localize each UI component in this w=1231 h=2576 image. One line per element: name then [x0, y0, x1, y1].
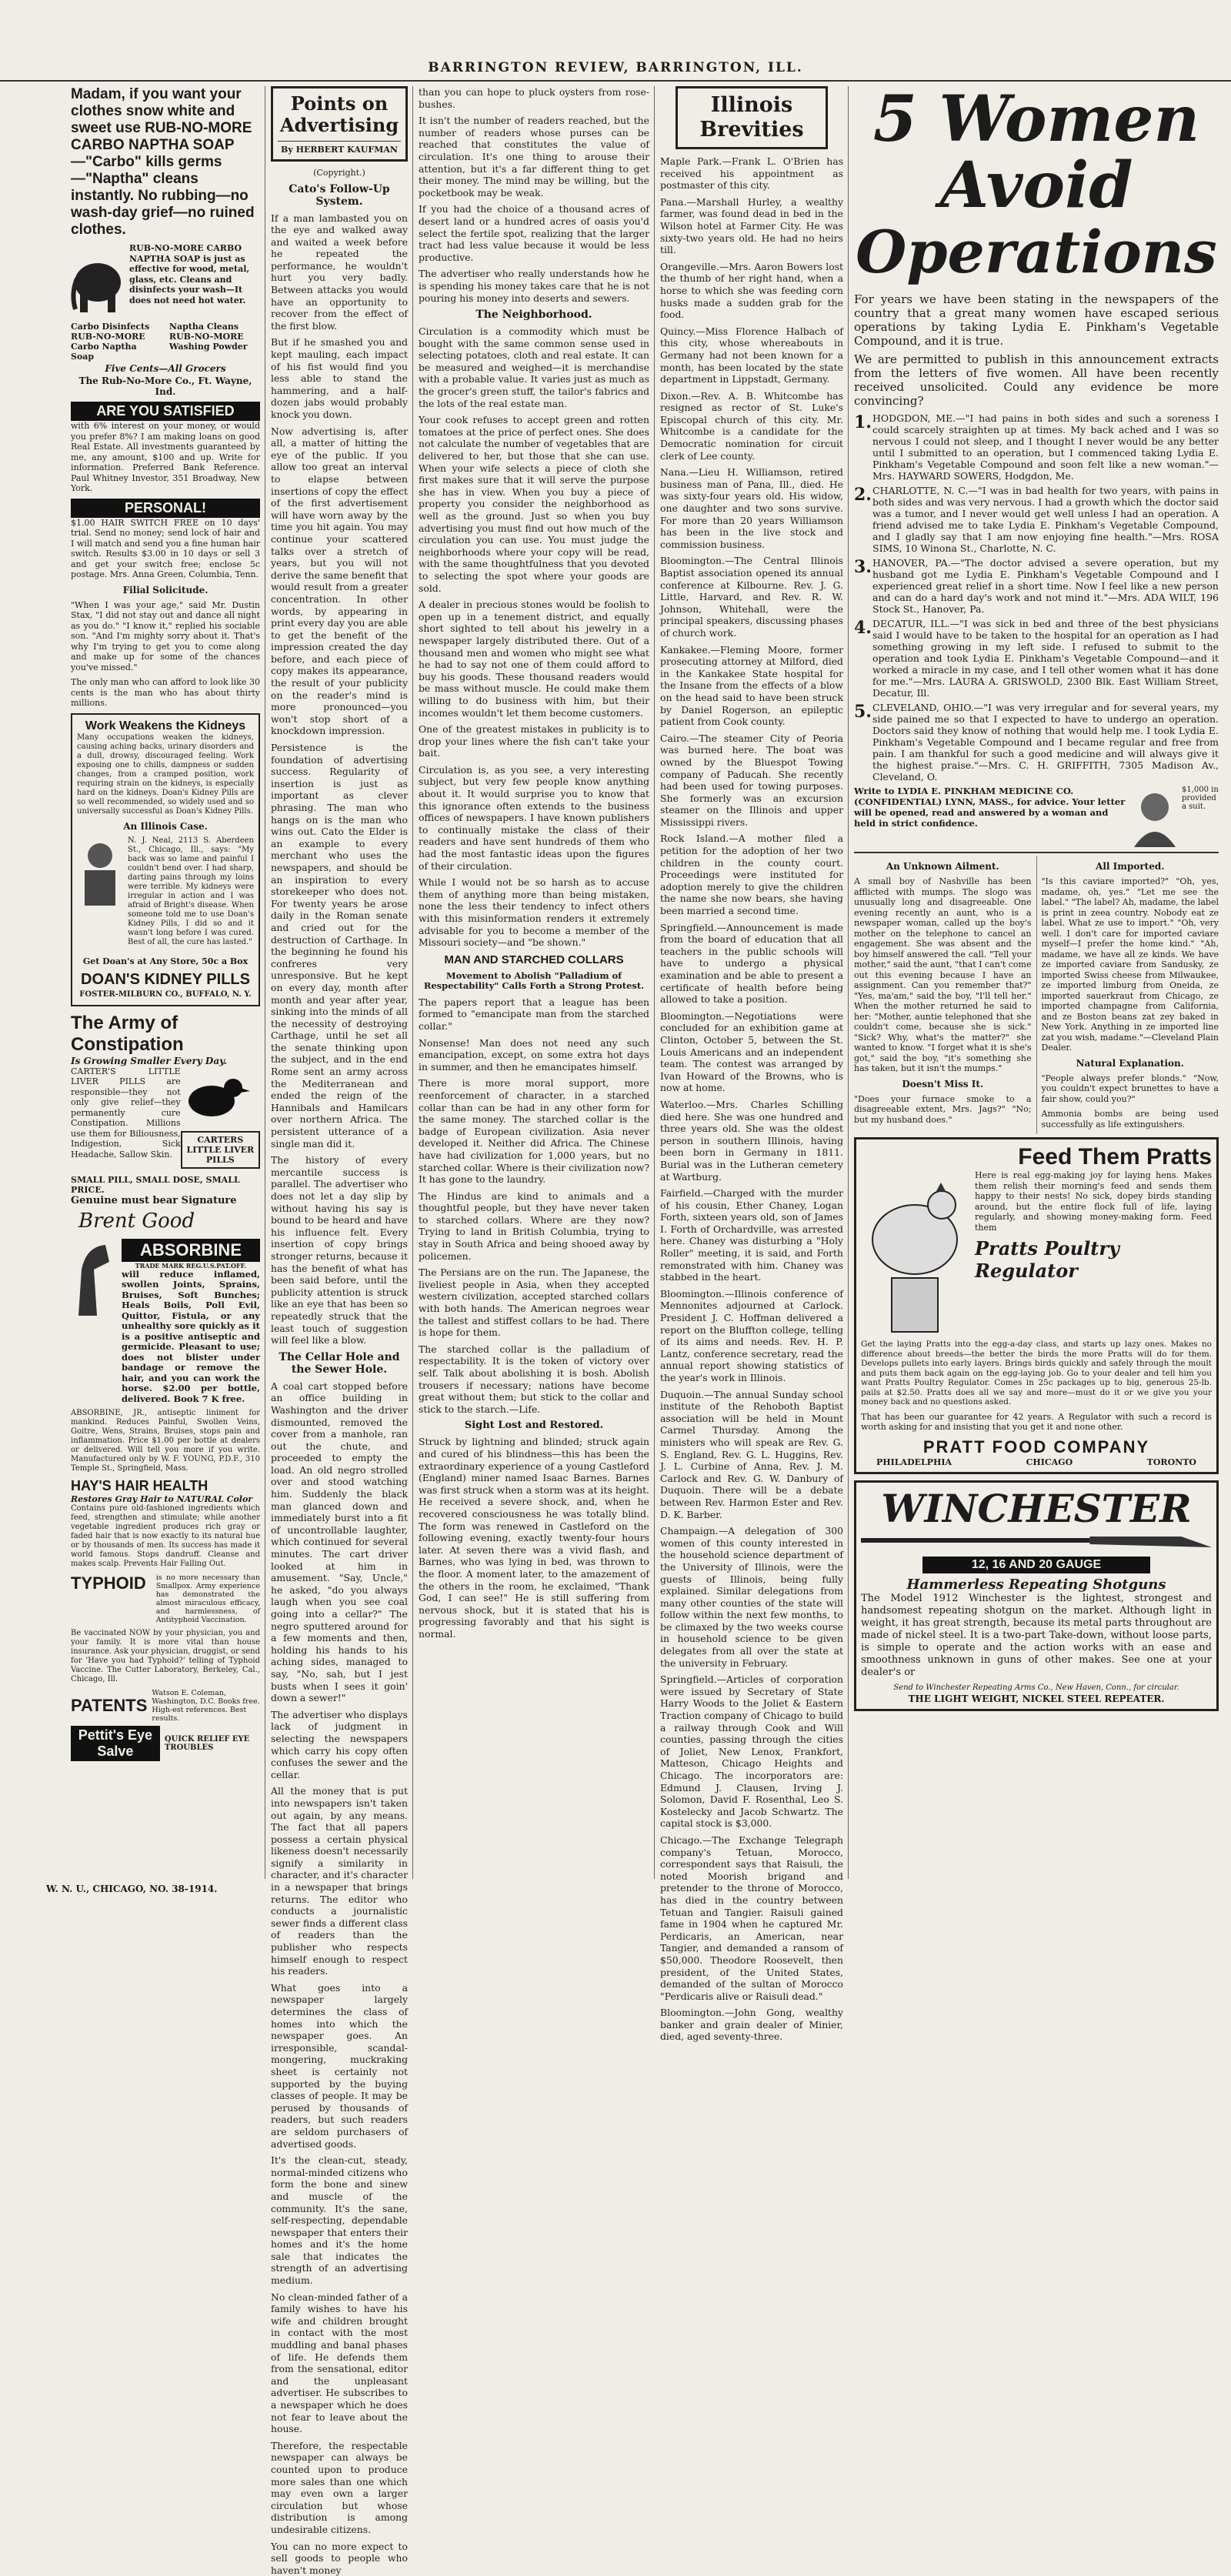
doans-get: Get Doan's at Any Store, 50c a Box: [82, 956, 249, 966]
imported-title: All Imported.: [1096, 861, 1165, 872]
ammonia: Ammonia bombs are being used successfully as life extinguishers.: [1041, 1109, 1219, 1130]
humor-section: [854, 852, 1219, 1134]
paragraph: Nana.—Lieu H. Williamson, retired business man of Pana, Ill., died. He was sixty-four years old. His widow, one daughter and two sons survive. For more than 20 years Williamson has been in the live stock and commission business.: [660, 466, 843, 550]
paragraph: You can no more expect to sell goods to people who haven't money: [271, 2540, 408, 2576]
letter-number: 1.: [854, 412, 872, 432]
paragraph: Bloomington.—The Central Illinois Baptist association opened its annual conference at Kilbourne. Rev. J. G. Little, Harvard, and Rev. R. W. Johnson, Whitehall, were the principal speakers, discussing phases of church work.: [660, 555, 843, 639]
story2-title: The Cellar Hole and the Sewer Hole.: [279, 1350, 400, 1376]
pinkham-letters: [854, 412, 1219, 782]
paragraph: Orangeville.—Mrs. Aaron Bowers lost the thumb of her right hand, when a horse to which she was feeding corn husks made a sudden grab for the food.: [660, 260, 843, 321]
doesnt-title: Doesn't Miss It.: [902, 1078, 984, 1089]
paragraph: The starched collar is the palladium of respectability. It is the token of victory over self. Talk about abolishing it is bosh. Abolish trousers if necessary; nations have become great without them; but stick to the collar and stick to the starch.—Life.: [419, 1343, 649, 1415]
pratts-company: PRATT FOOD COMPANY: [922, 1436, 1150, 1457]
horse-icon: [71, 1239, 117, 1323]
neighborhood-body: [419, 325, 649, 949]
paragraph: Maple Park.—Frank L. O'Brien has received his appointment as postmaster of this city.: [660, 155, 843, 192]
winchester-send: Send to Winchester Repeating Arms Co., New Haven, Conn., for circular.: [893, 1683, 1179, 1692]
letter-number: 3.: [854, 557, 872, 577]
brevities-header: [676, 86, 828, 149]
collars-title: MAN AND STARCHED COLLARS: [444, 953, 624, 966]
winchester-body: The Model 1912 Winchester is the lightest, strongest and handsomest repeating shotgun on the market. Although light in weight, it has great strength, because its metal parts throughout are made of nickel steel. It is a two-part Take-down, without loose parts, is simple to operate and the action works with an ease and smoothness unknown in guns of other makes. See one at your dealer's or: [861, 1592, 1212, 1678]
paragraph: No clean-minded father of a family wishes to have his wife and children brought in contact with the most muddling and banal phases of life. He defends them from the sensational, editor and the unpleasant advertiser. He subscribes to a newspaper which he does not fear to leave about the house.: [271, 2291, 408, 2435]
paragraph: Chicago.—The Exchange Telegraph company's Tetuan, Morocco, correspondent says that Raisuli, the noted Moorish brigand and pretender to the throne of Morocco, has died in the country between Tetuan and Tangier. Raisuli gained fame in 1904 when he captured Mr. Perdicaris, an American, near Tangier, and demanded a ransom of $50,000. Theodore Roosevelt, then president, of the United States, demanded of the sultan of Morocco "Perdicaris alive or Raisuli dead.": [660, 1834, 843, 2002]
paragraph: While I would not be so harsh as to accuse them of anything more than being mistaken, none the less their tendency to infect others with this misinformation renders it extremely advisable for you to become a member of the Missouri society—and "be shown.": [419, 876, 649, 949]
column-1: [71, 86, 260, 1871]
letter-text: HANOVER, PA.—"The doctor advised a severe operation, but my husband got me Lydia E. Pinkham's Vegetable Compound and I experienced great relief in a short time. Now I feel like a new person and can do a hard day's work and not mind it."—Mrs. ADA WILT, 196 Stock St., Hanover, Pa.: [872, 557, 1219, 615]
column-5: [854, 82, 1219, 1879]
satisfied-title: ARE YOU SATISFIED: [71, 402, 260, 421]
absorbine-ad: [71, 1239, 260, 1474]
testimonial-letter: [854, 557, 1219, 615]
paragraph: Your cook refuses to accept green and rotten tomatoes at the price of perfect ones. She does not calculate the number of vegetables that are delivered to her, but those that she can use. When your wife selects a piece of cloth she first makes sure that it will serve the purpose she has in view. When you buy a piece of property you consider the neighborhood as well as the ground. Just so when you buy advertising you must find out how much of the circulation you can use. You must judge the neighborhoods where your copy will be read, with the same thoughtfulness that you devoted to selecting the spot where your goods are sold.: [419, 414, 649, 594]
paragraph: It isn't the number of readers reached, but the number of readers whose purses can be reached that constitutes the value of circulation. It's one thing to arouse their attention, but it's a far different thing to get their money. The mind may be willing, but the pocketbook may be weak.: [419, 115, 649, 199]
winchester-footer: THE LIGHT WEIGHT, NICKEL STEEL REPEATER.: [908, 1693, 1165, 1704]
rubno-left: Carbo Disinfects RUB-NO-MORE Carbo Naptha Soap: [71, 322, 150, 362]
rubno-side: RUB-NO-MORE CARBO NAPTHA SOAP is just as effective for wood, metal, glass, etc. Cleans and disinfects your wash—It does not need hot water.: [129, 243, 250, 305]
paragraph: A dealer in precious stones would be foolish to open up in a tenement district, and equally short sighted to tell about his jewelry in a newspaper largely distributed there. Out of a thousand men and women who might see what he had to say not one of them could afford to buy his goods. These thousand readers would be mass without muscle. He could make them willing to do business with him, but their incomes wouldn't let them become customers.: [419, 599, 649, 719]
doesnt-body: "Does your furnace smoke to a disagreeable extent, Mrs. Jags?" "No; but my husband does.": [854, 1093, 1032, 1125]
paragraph: Persistence is the foundation of advertising success. Regularity of insertion is just as important as clever phrasing. The man who hangs on is the man who wins out. Cato the Elder is an example to every merchant who uses the newspapers, and should be an inspiration to every storekeeper who does not. For twenty years he arose daily in the Roman senate and cried out for the destruction of Carthage. In the beginning he found his confreres very unresponsive. But he kept on every day, month after month and year after year, sinking into the minds of all the necessity of destroying Carthage, until he set all the senate thinking upon the subject, and in the end Rome sent an army across the Mediterranean and ended the reign of the Hannibals and Hamilcars over northern Africa. The persistent utterance of a single man did it.: [271, 742, 408, 1150]
kidneys-body: Many occupations weaken the kidneys, causing aching backs, urinary disorders and a dull, drowsy, discouraged feeling. Work exposing one to chills, dampness or sudden changes, from a cramped position, work requiring strain on the kidneys, is especially hard on the kidneys. Doan's Kidney Pills are so well recommended, so widely used and so universally successful as Doan's Kidney Pills.: [77, 732, 254, 816]
sight-title: Sight Lost and Restored.: [464, 1420, 604, 1432]
pinkham-ad: [854, 82, 1219, 847]
patents-body: Watson E. Coleman, Washington, D.C. Books free. High-est references. Best results.: [152, 1689, 260, 1723]
column-4: [660, 86, 843, 2043]
letter-text: CHARLOTTE, N. C.—"I was in bad health for two years, with pains in both sides and was very nervous. I had a growth which the doctor said was a tumor, and I never would get well unless I had an operation. A friend advised me to take Lydia E. Pinkham's Vegetable Compound, and I gladly say that I am now enjoying fine health."—Mrs. ROSA SIMS, 10 Winona St., Charlotte, N. C.: [872, 485, 1219, 554]
paragraph: Now advertising is, after all, a matter of hitting the eye of the public. If you allow too great an interval to elapse between insertions of copy the effect of the first advertisement will have worn away by the time you hit again. You may continue your scattered talks over a stretch of years, but you will not derive the same benefit that would result from a greater concentration. In other words, by appearing in print every day you are able to get the benefit of the impression created the day before, and each piece of copy makes its appearance, the result of your publicity on the reader's mind is more pronounced—you won't stop short of a knockdown impression.: [271, 425, 408, 737]
filial-body: "When I was your age," said Mr. Dustin Stax, "I did not stay out and dance all night as you do." "I know it," replied his sociable son. "And I'm mighty sorry about it. That's why I'm trying to get you to come along and make up for some of the chances you've missed.": [71, 599, 260, 672]
hays-sub: Restores Gray Hair to NATURAL Color: [71, 1494, 253, 1504]
testimonial-letter: [854, 702, 1219, 782]
absorbine-title: ABSORBINE: [122, 1239, 260, 1262]
paragraph: The advertiser who really understands how he is spending his money takes care that he is not pouring his money into deserts and sewers.: [419, 268, 649, 304]
pratts-city: CHICAGO: [1026, 1457, 1073, 1467]
constipation-body: CARTER'S LITTLE LIVER PILLS are responsible—they not only give relief—they permanently cure Constipation. Millions use them for Biliousness, Indigestion, Sick Headache, Sallow Skin.: [71, 1066, 181, 1160]
doans-company: FOSTER-MILBURN CO., BUFFALO, N. Y.: [79, 989, 252, 999]
copyright: (Copyright.): [313, 168, 365, 178]
typhoid-side: is no more necessary than Smallpox. Army experience has demonstrated the almost miraculous efficacy, and harmlessness, of Antityphoid Vaccination.: [155, 1573, 260, 1624]
paragraph: The advertiser who displays lack of judgment in selecting the newspapers which carry his copy often confuses the sewer and the cellar.: [271, 1708, 408, 1780]
story2-body: [271, 1380, 408, 2576]
paragraph: Kankakee.—Fleming Moore, former prosecuting attorney at Milford, died in the Kankakee State hospital for the Insane from the effects of a blow on the head said to have been struck by Daniel Rogerson, an epileptic patient from Cook county.: [660, 643, 843, 728]
paragraph: Therefore, the respectable newspaper can always be counted upon to produce more sales than one which may even own a larger circulation but whose distribution is among undesirable citizens.: [271, 2439, 408, 2535]
story-body-continued: [419, 86, 649, 304]
write-to: Write to LYDIA E. PINKHAM MEDICINE CO. (CONFIDENTIAL) LYNN, MASS., for advice. Your letter will be opened, read and answered by a woman and held in strict confidence.: [854, 786, 1126, 829]
hays-title: HAY'S HAIR HEALTH: [71, 1478, 209, 1493]
pratts-body: Here is real egg-making joy for laying hens. Makes them relish their morning's feed and sends them happy to their nests! No sick, dopey birds standing around, but the entire flock full of life, laying regularly, and showing money-making form. Feed them: [975, 1170, 1212, 1233]
satisfied-body: with 6% interest on your money, or would you prefer 8%? I am making loans on good Real Estate. All investments guaranteed by me, any amount, $100 and up. Write for information. Preferred Bank Reference. Paul Whitney Investor, 351 Broadway, New York.: [71, 421, 260, 493]
winchester-sub: 12, 16 AND 20 GAUGE: [922, 1557, 1150, 1573]
rubno-company: The Rub-No-More Co., Ft. Wayne, Ind.: [78, 375, 252, 397]
pettits-title: Pettit's Eye Salve: [71, 1726, 160, 1761]
pratts-city: TORONTO: [1146, 1457, 1196, 1467]
imported-body: "Is this caviare imported?" "Oh, yes, madame, oh, yes." "Let me see the label." "The label? Ah, madame, the label is print in zeea country. Nobody eat ze label. What ze use to import." "Oh, very well. I don't care for imported caviare myself—I prefer the home kind." "Ah, madame, we have all ze kinds. We have ze imported caviare from Sandusky, ze imported Swiss cheese from Milwaukee, ze imported limburg from Oneida, ze imported sauerkraut from Chicago, ze imported champagne from California, and ze Boston beans zat zey baked in New York. Anything in ze imported line zat you wish, madame."—Cleveland Plain Dealer.: [1041, 876, 1219, 1053]
paragraph: The Persians are on the run. The Japanese, the liveliest people in Asia, when they accepted western civilization, accepted starched collars with both hands. The American negroes wear the tallest and stiffest collars to be had. There is hope for them.: [419, 1266, 649, 1339]
rubno-ad: [71, 86, 260, 397]
paragraph: Nonsense! Man does not need any such emancipation, except, on some extra hot days in summer, and then he emancipates himself.: [419, 1036, 649, 1073]
pratts-body2: Get the laying Pratts into the egg-a-day class, and starts up lazy ones. Makes no difference about breeds—the better the birds the more Pratts will do for them. Develops pullets into early layers. Brings birds quickly and safely through the moult and puts them back again on the egg-laying job. Go to your dealer and tell him you want Pratts Poultry Regulator. Comes in 25c packages up to big, generous 25-lb. pails at $2.50. Pratts does all we say and more—must do it or we give you your money back and no questions asked.: [861, 1340, 1212, 1406]
paragraph: If you had the choice of a thousand acres of desert land or a hundred acres of oasis you'd select the fertile spot, realizing that the larger tract had less value because it would be less productive.: [419, 203, 649, 263]
filial-title: Filial Solicitude.: [122, 584, 209, 596]
letter-number: 2.: [854, 485, 872, 505]
constipation-small: SMALL PILL, SMALL DOSE, SMALL PRICE.: [71, 1174, 240, 1195]
letter-text: CLEVELAND, OHIO.—"I was very irregular and for several years, my side pained me so that I expected to have to undergo an operation. Doctors said they know of nothing that would help me. I took Lydia E. Pinkham's Vegetable Compound and I became regular and free from pain. I am thankful for such a good medicine and will always give it the highest praise."—Mrs. C. H. GRIFFITH, 7305 Madison Av., Cleveland, O.: [872, 702, 1219, 782]
brevities-list: [660, 155, 843, 2043]
pettits-side: QUICK RELIEF EYE TROUBLES: [164, 1735, 250, 1752]
winchester-tag: Hammerless Repeating Shotguns: [906, 1576, 1166, 1593]
ailment-title: An Unknown Ailment.: [886, 861, 999, 872]
typhoid-ad: [71, 1573, 260, 1684]
paragraph: Springfield.—Announcement is made from the board of education that all teachers in the public schools will have to undergo a physical examination and be able to present a certificate of health before being allowed to take a position.: [660, 921, 843, 1006]
natural-body: "People always prefer blonds." "Now, you couldn't expect brunettes to have a fair show, could you?": [1041, 1073, 1219, 1104]
shotgun-icon: [861, 1530, 1212, 1550]
constipation-sub: Is Growing Smaller Every Day.: [71, 1055, 227, 1066]
neighborhood-title: The Neighborhood.: [475, 309, 592, 322]
headline-2: Avoid: [939, 148, 1133, 222]
illinois-case-body: N. J. Neal, 2113 S. Aberdeen St., Chicago, Ill., says: "My back was so lame and painful I couldn't bend over. I had sharp, darting pains through my loins were terrible. My kidneys were irregular in action and I was afraid of Bright's disease. When someone told me to use Doan's Kidney Pills, I did so and it wasn't long before I was cured. Best of all, the cure has lasted.": [128, 836, 254, 946]
collars-sub: Movement to Abolish "Palladium of Respectability" Calls Forth a Strong Protest.: [423, 969, 645, 992]
advertising-title: Points on Advertising: [279, 92, 399, 136]
paragraph: What goes into a newspaper largely determines the class of homes into which the newspaper goes. An irresponsible, scandal-mongering, muckraking sheet is certainly not supported by the buying classes of people. It may be perused by thousands of readers, but such readers are seldom purchasers of advertised goods.: [271, 1981, 408, 2150]
paragraph: Bloomington.—Negotiations were concluded for an exhibition game at Clinton, October 5, between the St. Louis Americans and an independent team. The contest was arranged by Ivan Howard of the Browns, who is now at home.: [660, 1009, 843, 1094]
pratts-logo: Pratts Poultry Regulator: [975, 1237, 1119, 1282]
paragraph: Dixon.—Rev. A. B. Whitcombe has resigned as rector of St. Luke's Episcopal church of this city. Mr. Whitcombe is a candidate for the Democratic nomination for circuit clerk of Lee county.: [660, 389, 843, 462]
testimonial-letter: [854, 485, 1219, 554]
winchester-ad: [854, 1480, 1219, 1711]
column-3: [419, 86, 649, 1879]
paragraph: The Hindus are kind to animals and a thoughtful people, but they have never taken to starched collars. Where are they now? Trying to land in British Columbia, trying to stay in South Africa and being shooed away by policemen.: [419, 1190, 649, 1262]
sight-body: [419, 1436, 649, 1640]
paragraph: One of the greatest mistakes in publicity is to drop your lines where the fish can't take your bait.: [419, 723, 649, 759]
winchester-title: WINCHESTER: [881, 1485, 1192, 1531]
advertising-header: [271, 86, 408, 162]
paragraph: Duquoin.—The annual Sunday school institute of the Rehoboth Baptist association will be held in Mount Carmel Thursday. Among the ministers who will speak are Rev. G. S. England, Rev. G. L. Huggins, Rev. J. L. Curbine of Anna, Rev. J. M. Carlock and Rev. G. W. Danbury of Duquoin. There will be a debate between Rev. Harmon Ester and Rev. D. K. Barber.: [660, 1388, 843, 1520]
paragraph: than you can hope to pluck oysters from rose-bushes.: [419, 86, 649, 110]
column-rule: [412, 86, 413, 1879]
column-rule: [654, 86, 655, 1879]
page-footer: W. N. U., CHICAGO, NO. 38-1914.: [46, 1884, 218, 1894]
paragraph: It's the clean-cut, steady, normal-minded citizens who form the bone and sinew and muscle of the community. It's the sane, self-respecting, dependable newspaper that enters their homes and it's the home sale that indicates the strength of an advertising medium.: [271, 2154, 408, 2287]
paragraph: Waterloo.—Mrs. Charles Schilling died here. She was one hundred and three years old. She was the oldest person in southern Illinois, having been born in Germany in 1811. Burial was in the Lutheran cemetery at Wartburg.: [660, 1098, 843, 1183]
letter-text: DECATUR, ILL.—"I was sick in bed and three of the best physicians said I would have to be taken to the hospital for an operation as I had something growing in my left side. I refused to submit to the operation and took Lydia E. Pinkham's Vegetable Compound—and it worked a miracle in my case, and I tell other women what it has done for me."—Mrs. LAURA A. GRISWOLD, 2300 Blk. East William Street, Decatur, Ill.: [872, 618, 1219, 699]
portrait-icon: [77, 836, 123, 906]
rubno-headline: Madam, if you want your clothes snow white and sweet use RUB-NO-MORE CARBO NAPTHA SOAP—"Carbo" kills germs—"Naptha" cleans instantly. No rubbing—no wash-day grief—no ruined clothes.: [71, 86, 255, 238]
hen-icon: [861, 1170, 969, 1340]
paragraph: If a man lambasted you on the eye and walked away and waited a week before he repeated the performance, he wouldn't hurt you very badly. Between attacks you would have an opportunity to recover from the effect of the first blow.: [271, 212, 408, 332]
story-title: Cato's Follow-Up System.: [289, 182, 390, 208]
paragraph: All the money that is put into newspapers isn't taken out again, by any means. The fact that all papers possess a certain physical likeness doesn't necessarily signify a similarity in character, and it's character in a newspaper that brings returns. The editor who conducts a journalistic sewer finds a different class of readers than the publisher who respects himself enough to respect his readers.: [271, 1785, 408, 1977]
headline-3: Operations: [856, 218, 1217, 286]
testimonial-letter: [854, 412, 1219, 482]
paragraph: The history of every mercantile success is parallel. The advertiser who does not let a day slip by without having his say is bound to be heard and have his influence felt. Every insertion of copy brings stronger returns, because it has the benefit of what has been said before, until the publicity attention is struck like an eye that has been so repeatedly struck that the least touch of suggestion will feel like a blow.: [271, 1154, 408, 1346]
rubno-price: Five Cents—All Grocers: [105, 363, 226, 374]
absorbine-body: will reduce inflamed, swollen Joints, Sprains, Bruises, Soft Bunches; Heals Boils, Poll Evil, Quittor, Fistula, or any unhealthy sore quickly as it is a positive antiseptic and germicide. Pleasant to use; does not blister under bandage or remove the hair, and you can work the horse. $2.00 per bottle, delivered. Book 7 K free.: [122, 1268, 260, 1404]
collars-body: [419, 996, 649, 1416]
personal-title: PERSONAL!: [71, 499, 260, 518]
typhoid-title: TYPHOID: [71, 1573, 146, 1593]
pratts-guarantee: That has been our guarantee for 42 years. A Regulator with such a record is worth asking for and insisting that you get it and none other.: [861, 1411, 1212, 1432]
woman-portrait-icon: [1128, 786, 1182, 847]
illinois-case-title: An Illinois Case.: [123, 820, 208, 832]
carters-label: CARTERS LITTLE LIVER PILLS: [181, 1131, 260, 1169]
paragraph: But if he smashed you and kept mauling, each impact of his fist would find you less able to stand the hammering, and a half-dozen jabs would probably knock you down.: [271, 336, 408, 420]
patents-ad: [71, 1689, 260, 1723]
hays-ad: [71, 1478, 260, 1569]
letter-number: 4.: [854, 618, 872, 638]
rubno-right: Naptha Cleans RUB-NO-MORE Washing Powder: [168, 322, 248, 352]
paragraph: Fairfield.—Charged with the murder of his cousin, Ether Chaney, Logan Forth, sixteen years old, son of James I. Forth of Orchardville, was arrested here. Chaney was disturbing a "Holy Roller" meeting, it is said, and Forth remonstrated with him. Chaney was stabbed in the heart.: [660, 1187, 843, 1283]
natural-title: Natural Explanation.: [1076, 1057, 1184, 1069]
doans-ad: [71, 713, 260, 1006]
story-body: [271, 212, 408, 1346]
carters-ad: [71, 1013, 260, 1233]
letter-text: HODGDON, ME.—"I had pains in both sides and such a soreness I could scarcely straighten up at times. My back ached and I was so nervous I could not sleep, and I thought I never would be any better until I submitted to an operation, but I commenced taking Lydia E. Pinkham's Vegetable Compound and soon felt like a new woman."—Mrs. HAYWARD SOWERS, Hodgdon, Me.: [872, 412, 1219, 482]
elephant-icon: [71, 248, 125, 317]
doans-name: DOAN'S KIDNEY PILLS: [81, 970, 250, 988]
pinkham-intro2: We are permitted to publish in this announcement extracts from the letters of five women. All have been recently received unsolicited. Could any evidence be more convincing?: [854, 352, 1219, 408]
pinkham-intro: For years we have been stating in the newspapers of the country that a great many women have escaped serious operations by taking Lydia E. Pinkham's Vegetable Compound, and it is true.: [854, 292, 1219, 348]
column-2: [271, 86, 408, 2576]
brevities-title: Illinois Brevities: [699, 93, 804, 142]
column-rule: [848, 86, 849, 1879]
pratts-title: Feed Them Pratts: [1018, 1144, 1212, 1170]
paragraph: Quincy.—Miss Florence Halbach of this city, whose whereabouts in Germany had not been known for a month, has been located by the state department in Lippstadt, Germany.: [660, 325, 843, 385]
paragraph: There is more moral support, more reenforcement of character, in a starched collar than can be had in any other form for the same money. The starched collar is the badge of European civilization. Asia never developed it. Neither did Africa. The Chinese have had civilization for 1,000 years, but no starched collar. Where is their civilization now? It has gone to the laundry.: [419, 1077, 649, 1186]
paragraph: Struck by lightning and blinded; struck again and cured of his blindness—this has been the extraordinary experience of a young Castleford (England) miner named Isaac Barnes. Barnes was first struck when a storm was at its height. He received a severe shock, and, when he recovered consciousness he was totally blind. The form was renewed in Castleford on the following evening, exactly twenty-four hours later. At seven there was a vivid flash, and Barnes, who was lying in bed, was thrown to the floor. A moment later, to the amazement of the others in the room, he exclaimed, "Thank God, I can see!" He is still suffering from nervous shock, but it is stated that his is progressing favorably and that his sight is normal.: [419, 1436, 649, 1640]
paragraph: Springfield.—Articles of corporation were issued by Secretary of State Harry Woods to the Joliet & Eastern Traction company of Chicago to build a railway through Cook and Will counties, passing through the cities of Joliet, New Lenox, Frankfort, Matteson, Chicago Heights and Chicago. The incorporators are: Edmund J. Clausen, Irving J. Solomon, David F. Rosenthal, Leo S. Kostelecky and Jacob Schwartz. The capital stock is $3,000.: [660, 1673, 843, 1830]
headline-1: 5 Women: [872, 82, 1200, 156]
crow-icon: [181, 1066, 250, 1128]
paragraph: Circulation is a commodity which must be bought with the same common sense used in selecting potatoes, cloth and real estate. It can be measured and weighed—it is merchandise with a probable value. It varies just as much as the grocer's green stuff, the tailor's fabrics and the lots of the real estate man.: [419, 325, 649, 409]
constipation-title: The Army of Constipation: [71, 1012, 184, 1055]
patents-title: PATENTS: [71, 1696, 148, 1715]
ailment-body: A small boy of Nashville has been afflicted with mumps. The slogo was unusually long and disagreeable. One evening recently an aunt, who is a newspaper woman, called up the boy's mother on the telephone to cancel an engagement. She was absent and the boy himself answered the call. "Tell your mother," said the aunt, "that I can't come out this evening because I have an assignment. Can you remember that?" "Yes, ma'am," said the boy, "I'll tell her." When the mother returned he said to her: "Mother, auntie telephoned that she couldn't come, because she is sick." "Sick? Why, what's the matter?" she wanted to know. "I forget what it is she's got," said the boy, "it's something she has taken, but it isn't the mumps.": [854, 876, 1032, 1073]
pratts-ad: [854, 1137, 1219, 1474]
signature: Brent Good: [78, 1209, 195, 1233]
paragraph: Cairo.—The steamer City of Peoria was burned here. The boat was owned by the Bluespot Towing company of Paducah. She recently had been used for towing purposes. She formerly was an excursion steamer on the Illinois and upper Mississippi rivers.: [660, 732, 843, 828]
constipation-genuine: Genuine must bear Signature: [71, 1194, 237, 1206]
paragraph: Circulation is, as you see, a very interesting subject, but very few people know anything about it. It would surprise you to know that this ignorance often extends to the business offices of newspapers. I have known publishers to continually mistake the class of their readers and have sent hundreds of them who had the most fantastic ideas upon the figures of their circulation.: [419, 763, 649, 872]
pettits-ad: [71, 1726, 260, 1761]
hays-body: Contains pure old-fashioned ingredients which feed, strengthen and stimulate; while another vegetable ingredient produces rich gray or faded hair that is now exactly to its natural hue or by thousands of men. Its success has made it world famous. Stops dandruff. Cleanse and makes scalp. Prevents Hair Falling Out.: [71, 1504, 260, 1568]
absorbine-tm: TRADE MARK REG.U.S.PAT.OFF.: [135, 1261, 247, 1270]
letter-number: 5.: [854, 702, 872, 722]
paragraph: Champaign.—A delegation of 300 women of this county interested in the household science department of the University of Illinois, were the guests of Illinois, being fully explained. Similar delegations from many other counties of the state will follow within the next few months, to be climaxed by the two weeks course in household science to be given delegates from all over the state at the university in February.: [660, 1525, 843, 1669]
offer: $1,000 in provided a suit.: [1182, 786, 1219, 811]
typhoid-body: Be vaccinated NOW by your physician, you and your family. It is more vital than house insurance. Ask your physician, druggist, or send for 'Have you had Typhoid?' telling of Typhoid Vaccine. The Cutter Laboratory, Berkeley, Cal., Chicago, Ill.: [71, 1629, 260, 1683]
paragraph: Bloomington.—Illinois conference of Mennonites adjourned at Carlock. President J. C. Hoffman delivered a report on the Bluffton college, telling of its aims and needs. Rev. H. P. Lantz, conference secretary, read the annual report showing statistics of the year's work in Illinois.: [660, 1287, 843, 1383]
advertising-byline: By HERBERT KAUFMAN: [278, 141, 401, 155]
paragraph: A coal cart stopped before an office building in Washington and the driver dismounted, removed the cover from a manhole, ran out the chute, and proceeded to empty the load. An old negro strolled over and stood watching him. Suddenly the black man glanced down and immediately burst into a fit of uncontrollable laughter, which continued for several minutes. The cart driver looked at him in amusement. "Say, Uncle," he asked, "do you always laugh when you see coal going into a cellar?" The negro sputtered around for a few moments and then, holding his hands to his aching sides, managed to say, "No, sah, but I jest busts when I sees it goin' down a sewer!": [271, 1380, 408, 1704]
paragraph: Bloomington.—John Gong, wealthy banker and grain dealer of Minier, died, aged seventy-three.: [660, 2007, 843, 2043]
filler: The only man who can afford to look like 30 cents is the man who has about thirty millions.: [71, 677, 260, 708]
testimonial-letter: [854, 618, 1219, 699]
absorbine-jr: ABSORBINE, JR., antiseptic liniment for mankind. Reduces Painful, Swollen Veins, Goitre, Wens, Strains, Bruises, stops pain and inflammation. Price $1.00 per bottle at dealers or delivered. Will tell you more if you write. Manufactured only by W. F. YOUNG, P.D.F., 310 Temple St., Springfield, Mass.: [71, 1409, 260, 1473]
personal-body: $1.00 HAIR SWITCH FREE on 10 days' trial. Send no money; send lock of hair and I will match and send you a fine human hair switch. Results $3.00 in 10 days or sell 3 and get your switch free; enclose 5c postage. Mrs. Anna Green, Columbia, Tenn.: [71, 517, 260, 579]
kidneys-title: Work Weakens the Kidneys: [85, 719, 246, 732]
paragraph: Pana.—Marshall Hurley, a wealthy farmer, was found dead in bed in the Wilson hotel at Farmer City. He was sixty-two years old. He had no heirs till.: [660, 195, 843, 256]
masthead: BARRINGTON REVIEW, BARRINGTON, ILL.: [0, 60, 1231, 82]
paragraph: Rock Island.—A mother filed a petition for the adoption of her two children in the county court. Proceedings were instituted for adoption merely to give the children the name she now bears, she having been married a second time.: [660, 833, 843, 917]
paragraph: The papers report that a league has been formed to "emancipate man from the starched collar.": [419, 996, 649, 1032]
pratts-city: PHILADELPHIA: [876, 1457, 952, 1467]
